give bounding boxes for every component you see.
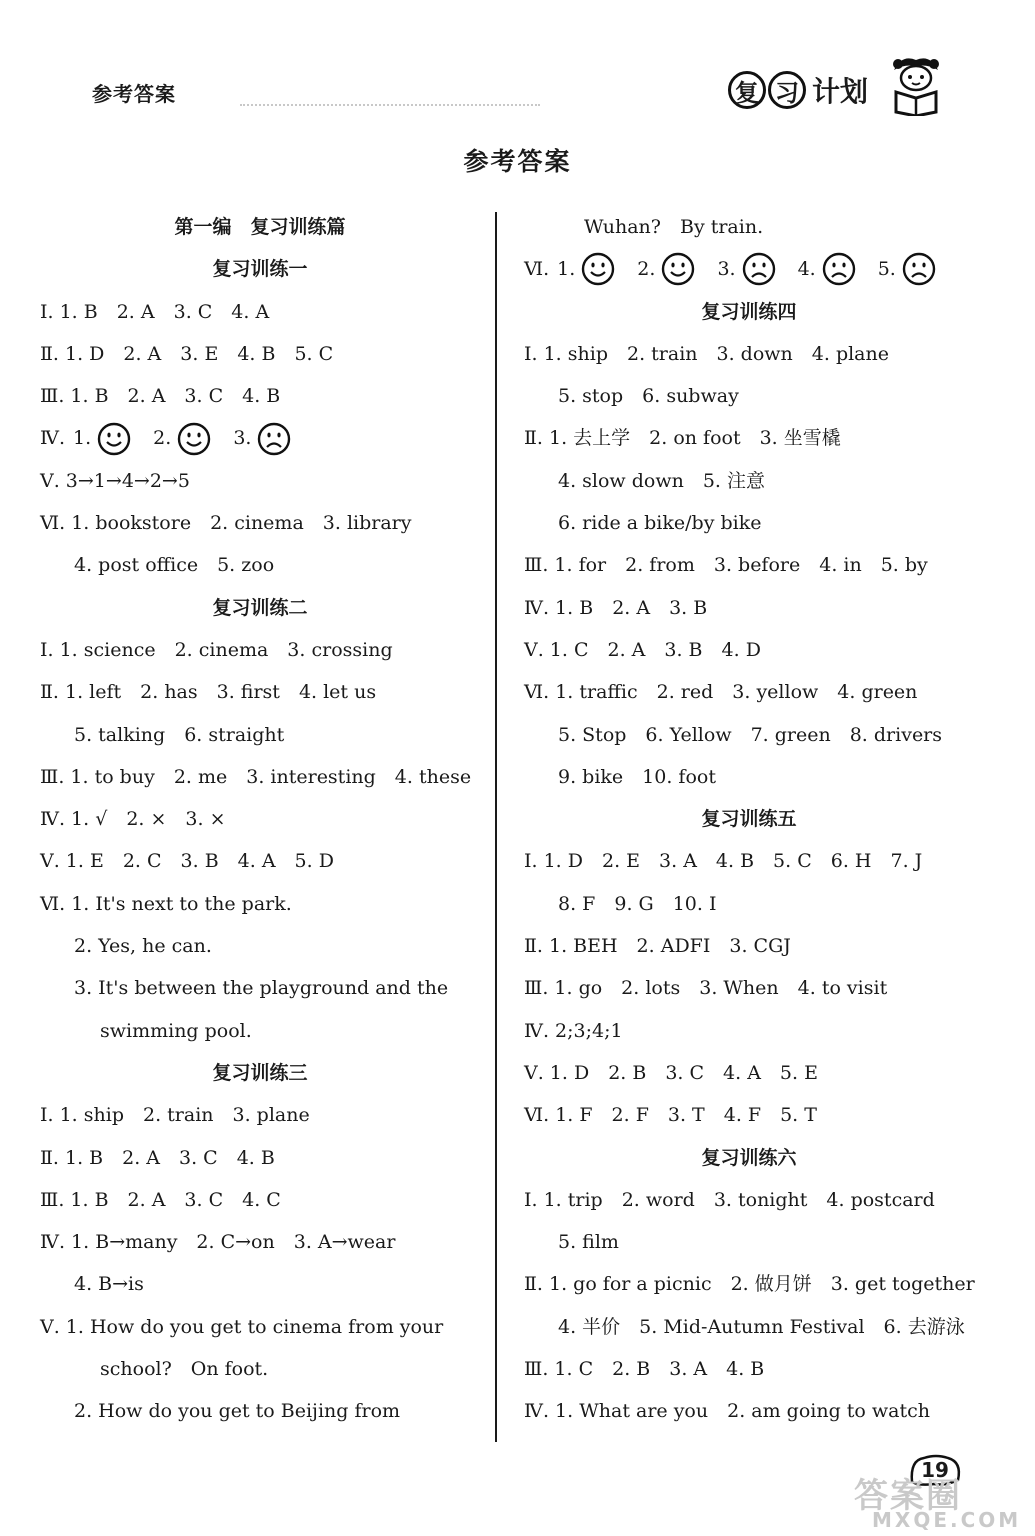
answer-line: Ⅰ. 1. ship 2. train 3. plane [40,1104,310,1127]
left-column [40,206,480,1433]
item-number: 1. [557,258,576,281]
answer-line: Ⅲ. 1. B 2. A 3. C 4. C [40,1188,281,1211]
header-divider [240,104,540,106]
item-number: 4. [797,258,816,281]
item-number: 3. [717,258,736,281]
answer-line: 5. film [558,1231,619,1254]
section-heading: 复习训练三 [212,1061,308,1084]
answer-line-faces [40,417,480,459]
answer-line: Ⅵ. 1. F 2. F 3. T 4. F 5. T [524,1104,817,1127]
answer-line: Ⅲ. 1. to buy 2. me 3. interesting 4. these [40,765,472,788]
section-heading: 复习训练一 [212,258,308,281]
answer-line: 6. ride a bike/by bike [558,512,762,535]
section-heading: 复习训练四 [701,300,797,323]
answer-line: Ⅰ. 1. ship 2. train 3. down 4. plane [524,342,889,365]
brand-ring-char: 习 [768,71,806,109]
question-number: Ⅳ. [40,427,66,450]
section-heading: 复习训练六 [701,1146,797,1169]
item-number: 2. [637,258,656,281]
answer-line: Ⅴ. 1. E 2. C 3. B 4. A 5. D [40,850,334,873]
brand-ring-char: 复 [728,71,766,109]
brand-logo [728,66,868,114]
answer-line: Ⅴ. 1. How do you get to cinema from your [40,1315,444,1338]
answer-line: Ⅳ. 2;3;4;1 [524,1019,623,1042]
answer-line: Ⅳ. 1. B→many 2. C→on 3. A→wear [40,1231,396,1254]
answer-line: Ⅰ. 1. trip 2. word 3. tonight 4. postcard [524,1188,935,1211]
sad-face-icon [257,422,291,456]
answer-line: 5. stop 6. subway [558,385,739,408]
answer-line: Ⅲ. 1. B 2. A 3. C 4. B [40,385,281,408]
answer-line: Ⅲ. 1. go 2. lots 3. When 4. to visit [524,977,888,1000]
answer-line: Ⅰ. 1. D 2. E 3. A 4. B 5. C 6. H 7. J [524,850,923,873]
sad-face-icon [742,252,776,286]
item-number: 3. [233,427,252,450]
answer-line: 4. 半价 5. Mid-Autumn Festival 6. 去游泳 [558,1315,965,1338]
answer-line: Ⅴ. 1. D 2. B 3. C 4. A 5. E [524,1061,818,1084]
answer-line: Ⅱ. 1. 去上学 2. on foot 3. 坐雪橇 [524,427,841,450]
section-heading: 复习训练二 [212,596,308,619]
answer-line: 8. F 9. G 10. I [558,892,717,915]
answer-line: Ⅳ. 1. √ 2. × 3. × [40,808,226,831]
page-number-text: 19 [921,1458,949,1482]
column-divider [495,212,497,1442]
answer-line: Ⅴ. 3→1→4→2→5 [40,469,190,492]
answer-line: Ⅵ. 1. bookstore 2. cinema 3. library [40,512,412,535]
answer-line: 2. How do you get to Beijing from [74,1400,401,1423]
answer-line: 3. It's between the playground and the [74,977,449,1000]
section-heading: 复习训练五 [701,808,797,831]
answer-line: 4. B→is [74,1273,144,1296]
smiley-face-icon [97,422,131,456]
page-title: 参考答案 [463,147,572,176]
answer-line: 5. talking 6. straight [74,723,285,746]
watermark-line2: MXQE.COM [872,1508,1022,1532]
brand-text: 计划 [812,75,869,108]
answer-line: Ⅱ. 1. go for a picnic 2. 做月饼 3. get together [524,1273,975,1296]
smiley-face-icon [177,422,211,456]
answer-line: Ⅲ. 1. C 2. B 3. A 4. B [524,1358,765,1381]
watermark-line1: 答案圈 [854,1476,962,1516]
answer-line: Ⅱ. 1. D 2. A 3. E 4. B 5. C [40,342,334,365]
item-number: 2. [153,427,172,450]
answer-line: Ⅰ. 1. science 2. cinema 3. crossing [40,638,393,661]
answer-line: 5. Stop 6. Yellow 7. green 8. drivers [558,723,943,746]
answer-line: 2. Yes, he can. [74,935,212,958]
smiley-face-icon [661,252,695,286]
answer-line: 9. bike 10. foot [558,765,716,788]
answer-line: Ⅵ. 1. It's next to the park. [40,892,292,915]
answer-line: school? On foot. [100,1358,269,1381]
answer-line-faces [524,248,974,290]
sad-face-icon [902,252,936,286]
answer-line: Ⅴ. 1. C 2. A 3. B 4. D [524,638,761,661]
right-column [524,206,974,1433]
answer-line: Ⅱ. 1. left 2. has 3. first 4. let us [40,681,377,704]
sad-face-icon [822,252,856,286]
answer-line: Ⅰ. 1. B 2. A 3. C 4. A [40,300,270,323]
answer-line: 4. slow down 5. 注意 [558,469,766,492]
answer-line: swimming pool. [100,1019,252,1042]
question-number: Ⅵ. [524,258,550,281]
answer-line: Ⅵ. 1. traffic 2. red 3. yellow 4. green [524,681,918,704]
answer-line: Ⅱ. 1. BEH 2. ADFI 3. CGJ [524,935,791,958]
item-number: 1. [73,427,92,450]
answer-line: Ⅳ. 1. B 2. A 3. B [524,596,708,619]
answer-line: Ⅱ. 1. B 2. A 3. C 4. B [40,1146,275,1169]
header-section-label: 参考答案 [92,82,176,106]
smiley-face-icon [581,252,615,286]
answer-line: Ⅲ. 1. for 2. from 3. before 4. in 5. by [524,554,928,577]
answer-line: Ⅳ. 1. What are you 2. am going to watch [524,1400,930,1423]
reading-girl-icon [884,52,948,116]
item-number: 5. [877,258,896,281]
answer-line: Wuhan? By train. [584,216,764,238]
watermark [832,1468,1032,1532]
answer-line: 4. post office 5. zoo [74,554,275,577]
section-heading: 第一编 复习训练篇 [174,216,346,238]
